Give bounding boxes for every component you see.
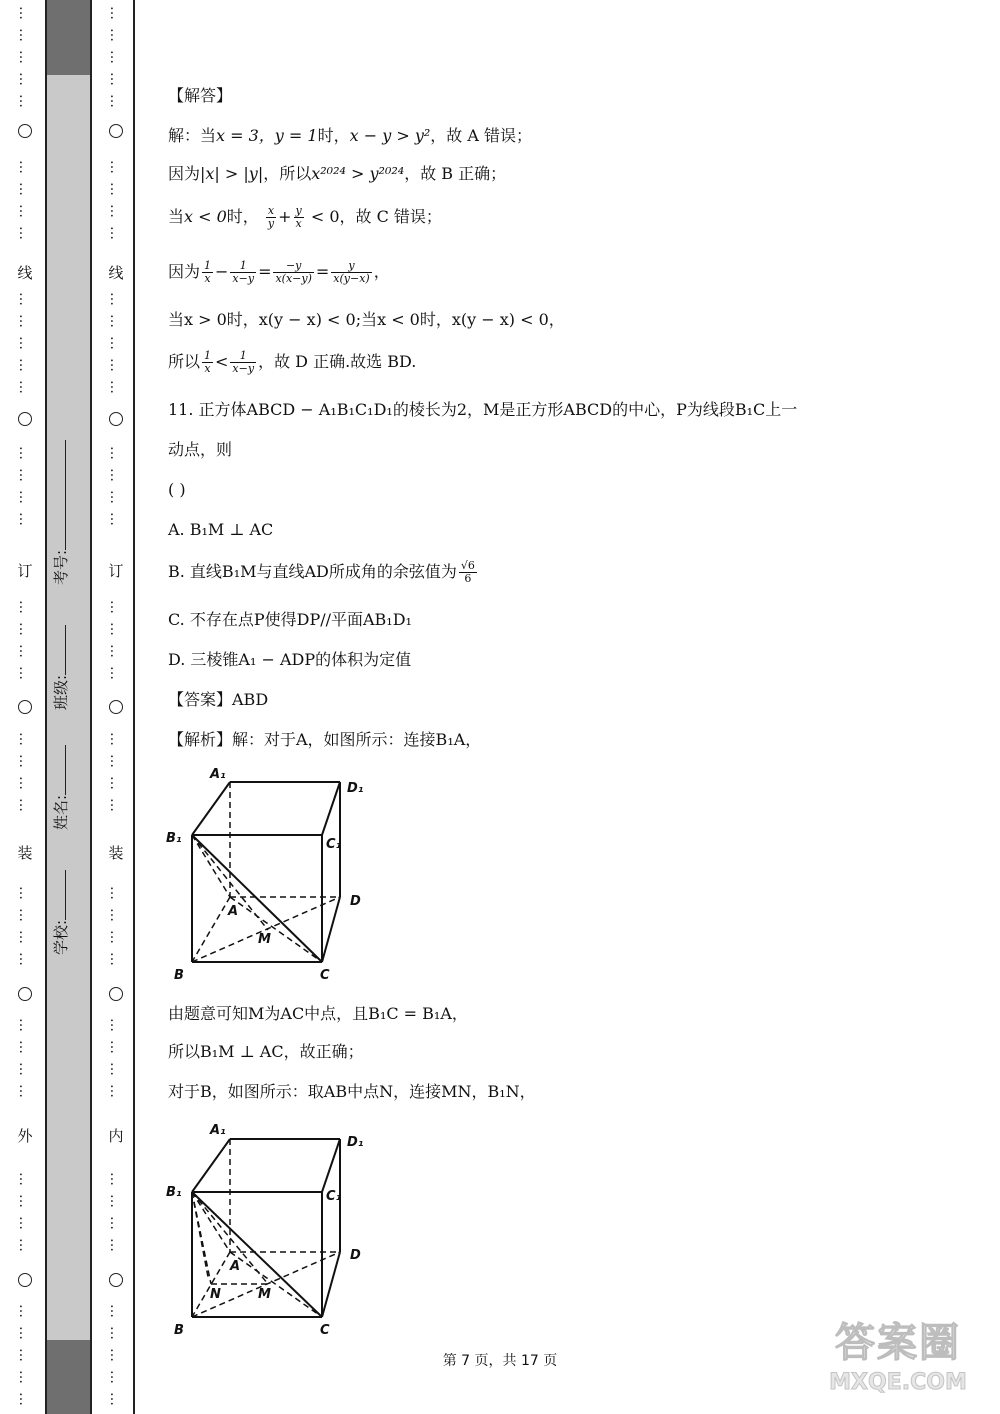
dot-mark: …	[16, 160, 32, 174]
dot-mark: …	[107, 72, 123, 86]
cube-figure-1	[160, 762, 380, 988]
dot-mark: …	[16, 600, 32, 614]
binding-inner-line	[90, 0, 92, 1414]
dot-mark: …	[16, 446, 32, 460]
after-fig1-line-2: 所以B₁M ⊥ AC，故正确；	[168, 1042, 364, 1061]
dot-mark: …	[107, 512, 123, 526]
fig1-label-b: B	[174, 968, 184, 983]
cube-figure-2	[160, 1112, 380, 1338]
dot-mark: …	[16, 1172, 32, 1186]
dot-mark: …	[16, 226, 32, 240]
watermark-logo	[808, 1318, 988, 1410]
dot-mark: …	[107, 1348, 123, 1362]
dot-mark: …	[107, 952, 123, 966]
dot-mark: …	[16, 1392, 32, 1406]
dot-mark: …	[16, 776, 32, 790]
dot-mark: …	[16, 1040, 32, 1054]
dot-mark: …	[16, 512, 32, 526]
name-blank[interactable]	[51, 745, 66, 795]
inner-seal-char-ding: 订	[108, 562, 124, 580]
watermark-url: MXQE.COM	[829, 1370, 967, 1395]
outer-circle-2	[18, 412, 32, 426]
inner-seal-char-nei: 内	[108, 1127, 124, 1145]
fig2-label-c: C	[320, 1323, 330, 1338]
q11-paren: ( )	[168, 480, 186, 499]
dot-mark: …	[107, 446, 123, 460]
fig1-label-b1: B₁	[166, 831, 182, 846]
solution-line-2: 因为|x| > |y|，所以x²⁰²⁴ > y²⁰²⁴，故 B 正确；	[168, 164, 507, 183]
dot-mark: …	[107, 1216, 123, 1230]
dot-mark: …	[16, 908, 32, 922]
inner-circle-5	[109, 1273, 123, 1287]
dot-mark: …	[107, 1326, 123, 1340]
dot-mark: …	[107, 182, 123, 196]
exam-no-blank[interactable]	[51, 440, 66, 550]
after-fig1-line-3: 对于B，如图所示：取AB中点N，连接MN，B₁N，	[168, 1082, 536, 1101]
q11-option-c: C. 不存在点P使得DP//平面AB₁D₁	[168, 610, 412, 629]
dot-mark: …	[16, 952, 32, 966]
dot-mark: …	[16, 622, 32, 636]
dot-mark: …	[107, 732, 123, 746]
dot-mark: …	[107, 1370, 123, 1384]
dot-mark: …	[16, 1018, 32, 1032]
school-field[interactable]	[50, 870, 71, 955]
dot-mark: …	[16, 72, 32, 86]
dot-mark: …	[107, 1040, 123, 1054]
fig2-label-a1: A₁	[210, 1123, 226, 1138]
fig2-label-b: B	[174, 1323, 184, 1338]
dot-mark: …	[16, 1084, 32, 1098]
exam-no-label: 考号:	[52, 549, 70, 585]
outer-seal-char-wai: 外	[17, 1127, 33, 1145]
dot-mark: …	[107, 1172, 123, 1186]
dot-mark: …	[107, 358, 123, 372]
dot-mark: …	[107, 1062, 123, 1076]
dot-mark: …	[107, 314, 123, 328]
dot-mark: …	[107, 380, 123, 394]
solution-header: 【解答】	[168, 86, 233, 105]
outer-circle-5	[18, 1273, 32, 1287]
q11-stem-line-2: 动点，则	[168, 440, 233, 459]
exam-no-field[interactable]	[50, 440, 71, 585]
fig1-label-d: D	[350, 894, 361, 909]
dot-mark: …	[107, 204, 123, 218]
school-blank[interactable]	[51, 870, 66, 920]
dot-mark: …	[107, 28, 123, 42]
dot-mark: …	[107, 1194, 123, 1208]
inner-circle-4	[109, 987, 123, 1001]
dot-mark: …	[16, 1194, 32, 1208]
dot-mark: …	[16, 314, 32, 328]
dot-mark: …	[107, 226, 123, 240]
outer-seal-char-ding: 订	[17, 562, 33, 580]
inner-circle-3	[109, 700, 123, 714]
dot-mark: …	[16, 1304, 32, 1318]
dot-mark: …	[16, 336, 32, 350]
dot-mark: …	[107, 798, 123, 812]
dot-mark: …	[107, 50, 123, 64]
school-label: 学校:	[52, 919, 70, 955]
fig1-label-c: C	[320, 968, 330, 983]
dot-mark: …	[16, 50, 32, 64]
fig2-label-d1: D₁	[347, 1135, 364, 1150]
dot-mark: …	[16, 930, 32, 944]
dot-mark: …	[107, 336, 123, 350]
dot-mark: …	[107, 1018, 123, 1032]
name-field[interactable]	[50, 745, 71, 830]
dot-mark: …	[16, 732, 32, 746]
dot-mark: …	[107, 600, 123, 614]
dot-mark: …	[16, 666, 32, 680]
fig2-label-n: N	[210, 1287, 221, 1302]
dot-mark: …	[16, 1238, 32, 1252]
q11-option-d: D. 三棱锥A₁ − ADP的体积为定值	[168, 650, 412, 669]
dot-mark: …	[107, 644, 123, 658]
dot-mark: …	[16, 754, 32, 768]
q11-stem-line-1: 11. 正方体ABCD − A₁B₁C₁D₁的棱长为2，M是正方形ABCD的中心，P为线段B₁C上一	[168, 400, 798, 419]
fig1-label-c1: C₁	[326, 837, 342, 852]
dot-mark: …	[107, 776, 123, 790]
dot-mark: …	[16, 468, 32, 482]
dot-mark: …	[107, 666, 123, 680]
page-footer: 第 7 页，共 17 页	[442, 1353, 558, 1369]
dot-mark: …	[107, 1392, 123, 1406]
outer-circle-4	[18, 987, 32, 1001]
dot-mark: …	[107, 754, 123, 768]
inner-seal-char-zhuang: 装	[108, 844, 124, 862]
fig2-label-b1: B₁	[166, 1185, 182, 1200]
fig2-label-c1: C₁	[326, 1189, 342, 1204]
class-label: 班级:	[52, 674, 70, 710]
dot-mark: …	[16, 1326, 32, 1340]
dot-mark: …	[107, 908, 123, 922]
dot-mark: …	[107, 6, 123, 20]
dot-mark: …	[16, 204, 32, 218]
dot-mark: …	[107, 930, 123, 944]
solution-line-5: 当x > 0时，x(y − x) < 0;当x < 0时，x(y − x) < 0，	[168, 310, 565, 329]
fig1-label-d1: D₁	[347, 781, 364, 796]
inner-circle-1	[109, 124, 123, 138]
binding-right-line	[133, 0, 135, 1414]
dot-mark: …	[16, 490, 32, 504]
class-field[interactable]	[50, 625, 71, 710]
dot-mark: …	[16, 1216, 32, 1230]
fig2-label-d: D	[350, 1248, 361, 1263]
dot-mark: …	[107, 1304, 123, 1318]
solution-line-3: 当x < 0时， $\frac{x}{y}$ + $\frac{y}{x}$ < 0，故 C 错误；	[168, 204, 442, 230]
class-blank[interactable]	[51, 625, 66, 675]
dot-mark: …	[107, 886, 123, 900]
dot-mark: …	[16, 182, 32, 196]
dot-mark: …	[16, 94, 32, 108]
outer-seal-char-xian: 线	[17, 264, 33, 282]
dot-mark: …	[16, 644, 32, 658]
solution-line-4: 因为 $\frac{1}{x}$ − $\frac{1}{x-y}$ = $\frac{-y}{x(x-y)}$ = $\frac{y}{x(y-x)}$ ，	[168, 259, 390, 285]
dot-mark: …	[107, 622, 123, 636]
dot-mark: …	[16, 1370, 32, 1384]
fig1-label-m: M	[258, 932, 271, 947]
solution-line-6: 所以 $\frac{1}{x}$ < $\frac{1}{x-y}$ ，故 D 正确.故选 BD.	[168, 349, 417, 375]
q11-analysis: 【解析】解：对于A，如图所示：连接B₁A，	[168, 730, 482, 749]
outer-circle-3	[18, 700, 32, 714]
q11-option-b: B. 直线B₁M与直线AD所成角的余弦值为 $\frac{√6}{6}$	[168, 559, 475, 585]
dot-mark: …	[16, 1348, 32, 1362]
dot-mark: …	[16, 28, 32, 42]
fig1-label-a: A	[228, 904, 239, 919]
solution-line-1: 解：当x = 3，y = 1时，x − y > y²，故 A 错误；	[168, 126, 533, 145]
dot-mark: …	[16, 798, 32, 812]
dot-mark: …	[16, 886, 32, 900]
binding-outer-line	[45, 0, 47, 1414]
dot-mark: …	[16, 292, 32, 306]
dot-mark: …	[107, 160, 123, 174]
name-label: 姓名:	[52, 794, 70, 830]
inner-circle-2	[109, 412, 123, 426]
inner-seal-char-xian: 线	[108, 264, 124, 282]
outer-circle-1	[18, 124, 32, 138]
fig2-label-m: M	[258, 1287, 271, 1302]
watermark-text: 答案圈	[835, 1320, 961, 1366]
dot-mark: …	[16, 1062, 32, 1076]
dot-mark: …	[16, 380, 32, 394]
dot-mark: …	[16, 6, 32, 20]
fig1-label-a1: A₁	[210, 767, 226, 782]
q11-option-a: A. B₁M ⊥ AC	[168, 520, 274, 539]
fig2-label-a: A	[230, 1259, 241, 1274]
dot-mark: …	[107, 490, 123, 504]
dot-mark: …	[107, 94, 123, 108]
dot-mark: …	[16, 358, 32, 372]
outer-seal-char-zhuang: 装	[17, 844, 33, 862]
q11-answer: 【答案】ABD	[168, 690, 269, 709]
dot-mark: …	[107, 292, 123, 306]
binding-dark-cap-top	[47, 0, 90, 75]
dot-mark: …	[107, 468, 123, 482]
dot-mark: …	[107, 1084, 123, 1098]
after-fig1-line-1: 由题意可知M为AC中点，且B₁C = B₁A，	[168, 1004, 468, 1023]
dot-mark: …	[107, 1238, 123, 1252]
